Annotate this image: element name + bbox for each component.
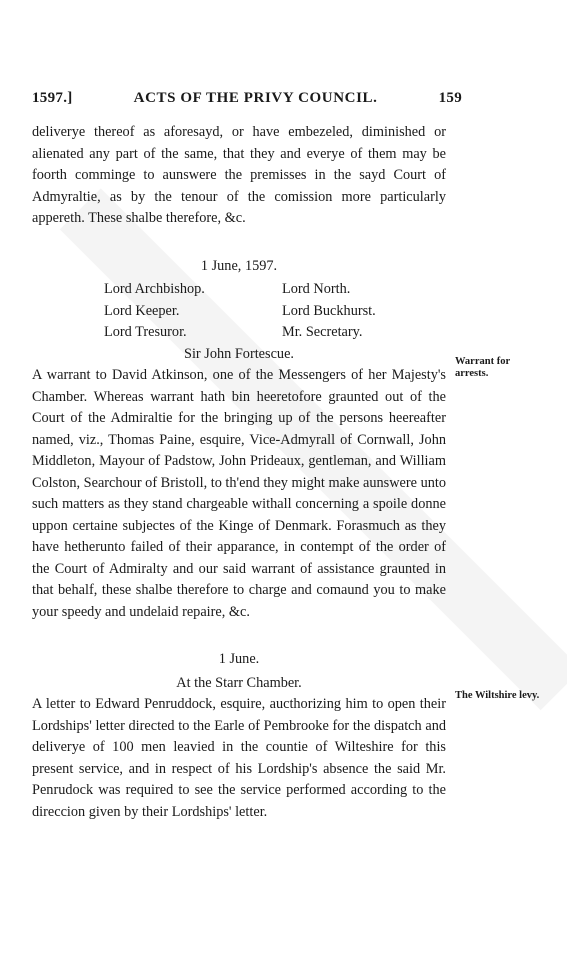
attendee: Lord Tresuror. xyxy=(104,324,187,340)
header-title: ACTS OF THE PRIVY COUNCIL. xyxy=(133,90,378,106)
margin-note-letter: The Wiltshire levy. xyxy=(455,690,540,701)
opening-paragraph: deliverye thereof as aforesayd, or have embezeled, diminished or alienated any part of the same, that they and everye of them may be foorth comminge to aunswere the premisses in the sayd Court of Admyraltie, as by the tenour of the comission more particularly appereth. These shalbe therefore, &c. xyxy=(32,124,446,226)
attendee: Lord Archbishop. xyxy=(104,281,205,297)
letter-paragraph: A letter to Edward Penruddock, esquire, aucthorizing him to open their Lordships' letter directed to the Earle of Pembrooke for the dispatch and deliverye of 100 men leavied in the countie of Wilteshire for this present service, and in respect of his Lordship's absence the said Mr. Penrudock was required to see the service performed according to the direccion given by their Lordships' letter. xyxy=(32,696,446,820)
attendee: Sir John Fortescue. xyxy=(184,345,294,362)
running-header xyxy=(32,90,462,107)
meeting-location: At the Starr Chamber. xyxy=(176,674,302,691)
page-number: 159 xyxy=(438,90,462,106)
attendee: Lord Buckhurst. xyxy=(282,302,376,319)
header-year: 1597.] xyxy=(32,90,73,106)
meeting-date: 1 June, 1597. xyxy=(200,257,278,274)
warrant-paragraph: A warrant to David Atkinson, one of the Messengers of her Majesty's Chamber. Whereas warrant hath bin heeretofore graunted out of the Court of the Admiraltie for the bringing up of the persons heereafter named, viz., Thomas Paine, esquire, Vice-Admyrall of Cornwall, John Middleton, Mayour of Padstow, John Prideaux, gentleman, and William Colston, Searchour of Bristoll, to th'end they might make aunswere unto such matters as they stand chargeable withall concerning a spoile donne uppon certaine subjectes of the Kinge of Denmark. Forasmuch as they have hetherunto failed of their apparance, in contempt of the order of the Court of Admiralty and our said warrant of assistance graunted in that behalf, these shalbe therefore to charge and comaund you to make your speedy and undelaid repaire, &c. xyxy=(32,367,446,620)
attendee: Lord North. xyxy=(282,281,351,297)
margin-note-warrant: Warrant for arrests. xyxy=(455,356,510,379)
attendee: Lord Keeper. xyxy=(104,302,180,319)
meeting-date: 1 June. xyxy=(218,651,260,667)
page-body xyxy=(32,122,446,823)
attendee-list xyxy=(104,279,446,344)
attendee: Mr. Secretary. xyxy=(282,324,363,340)
